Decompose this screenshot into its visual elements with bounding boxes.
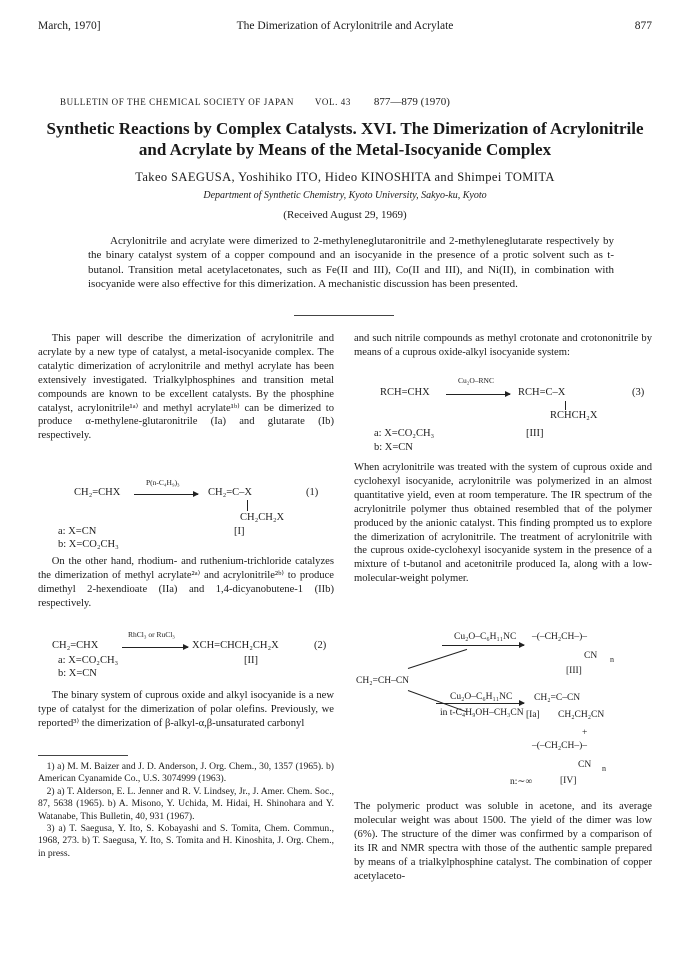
affiliation: Department of Synthetic Chemistry, Kyoto University, Sakyo-ku, Kyoto xyxy=(203,190,487,201)
eq2-arrow xyxy=(122,647,188,648)
left-column-para1 xyxy=(38,332,334,443)
left-column-para3 xyxy=(38,689,334,731)
scheme-top-n: n xyxy=(610,655,614,664)
eq1-bond xyxy=(247,500,248,511)
paragraph: and such nitrile compounds as methyl crotonate and crotononitrile by means of a cuprous oxide-alkyl isocyanide system: xyxy=(354,333,652,358)
eq1-variant-a: a: X=CN xyxy=(58,526,97,537)
eq3-product-bottom: RCHCH₂X xyxy=(550,410,598,421)
eq1-product-top: CH₂=C–X xyxy=(208,487,253,498)
eq1-number: (1) xyxy=(306,487,319,498)
section-divider xyxy=(294,315,394,316)
scheme-mid-label: [Ia] xyxy=(526,710,540,720)
right-column-para3 xyxy=(354,800,652,883)
header-date: March, 1970] xyxy=(38,20,101,32)
eq3-product-top: RCH=C–X xyxy=(518,387,566,398)
scheme-mid-catalyst: Cu₂O–C₆H₁₁NC xyxy=(450,692,513,702)
eq3-reactant: RCH=CHX xyxy=(380,387,430,398)
footnote-rule xyxy=(38,755,128,756)
equation-3 xyxy=(354,374,652,460)
scheme-top-label: [III] xyxy=(566,666,582,676)
eq3-catalyst: Cu₂O–RNC xyxy=(458,376,494,385)
received-date: (Received August 29, 1969) xyxy=(283,209,407,221)
eq3-variant-b: b: X=CN xyxy=(374,442,413,453)
journal-line xyxy=(60,96,640,108)
right-column-para1 xyxy=(354,332,652,360)
eq2-label: [II] xyxy=(244,655,258,666)
header-running-title: The Dimerization of Acrylonitrile and Acrylate xyxy=(236,20,454,32)
eq3-variant-a: a: X=CO₂CH₃ xyxy=(374,428,435,439)
scheme-mid-product-top: CH₂=C–CN xyxy=(534,693,581,703)
paragraph: When acrylonitrile was treated with the system of cuprous oxide and cyclohexyl isocyanide, acrylonitrile was polymerized in an almost quantitative yield, even at room temperature. The IR spectrum of the acrylonitrile polymer thus obtained resembled that of the polymer produced by the anionic catalyst. This finding prompted us to explore the dimerization of acrylonitrile. The treatment of acrylonitrile with the cuprous oxide-cyclohexyl isocyanide system in the presence of a mixture of t-butanol and acetonitrile produced Ia, along with a low-molecular-weight polymer. xyxy=(354,462,652,585)
right-column-para2 xyxy=(354,461,652,586)
eq2-reactant: CH₂=CHX xyxy=(52,640,99,651)
scheme-mid-arrow xyxy=(436,703,524,704)
eq1-arrow xyxy=(134,494,198,495)
eq2-variant-a: a: X=CO₂CH₃ xyxy=(58,655,119,666)
scheme-start: CH₂=CH–CN xyxy=(356,676,410,686)
scheme-bottom-cond: n:∼∞ xyxy=(510,777,533,787)
journal-volume: VOL. 43 xyxy=(314,97,352,107)
journal-name: BULLETIN OF THE CHEMICAL SOCIETY OF JAPAN xyxy=(60,97,294,107)
eq1-product-bottom: CH₂CH₂X xyxy=(240,512,285,523)
abstract: Acrylonitrile and acrylate were dimerized to 2-methyleneglutaronitrile and 2-methyleneglutarate respectively by the binary catalyst system of a copper compound and an isocyanide in the presence of a protic solvent such as t-butanol. Transition metal acetylacetonates, such as Fe(II and III), Co(II and III), and Ni(II), in combination with isocyanide were also effective for this dimerization. A mechanistic discussion has been presented. xyxy=(88,235,614,291)
eq3-bond xyxy=(565,401,566,410)
left-column-para2 xyxy=(38,555,334,611)
eq3-number: (3) xyxy=(632,387,645,398)
equation-1 xyxy=(38,478,334,550)
eq1-variant-b: b: X=CO₂CH₃ xyxy=(58,539,119,550)
scheme-bottom-unit: –(–CH₂CH–)– xyxy=(532,741,588,751)
eq2-number: (2) xyxy=(314,640,327,651)
footnote-2: 2) a) T. Alderson, E. L. Jenner and R. V. Lindsey, Jr., J. Amer. Chem. Soc., 87, 5638 (1965). b) A. Misono, Y. Uchida, M. Hidai, H. Shinohara and Y. Watanabe, This Bulletin, 40, 931 (1967). xyxy=(38,785,334,822)
scheme-bottom-cn: CN xyxy=(578,760,592,770)
scheme-top-cn: CN xyxy=(584,651,598,661)
eq2-product: XCH=CHCH₂CH₂X xyxy=(192,640,279,651)
eq2-variant-b: b: X=CN xyxy=(58,668,97,679)
paper-title: Synthetic Reactions by Complex Catalysts. XVI. The Dimerization of Acrylonitrile and Acrylate by Means of the Metal-Isocyanide Complex xyxy=(46,119,644,159)
scheme-top-arrow xyxy=(442,645,524,646)
paragraph: This paper will describe the dimerization of acrylonitrile and acrylate by a new type of catalyst, a metal-isocyanide complex. The catalytic dimerization of acrylonitrile and methyl acrylate has been extensively investigated. Trialkylphosphines and transition metal compounds are known to be excellent catalysts. By the phosphine catalyst, acrylonitrile¹ᵃ⁾ and methyl acrylate¹ᵇ⁾ can be dimerized to produce α-methylene-glutaronitrile (Ia) and glutarate (Ib) respectively. xyxy=(38,333,334,442)
scheme-branch-up xyxy=(408,649,467,669)
reaction-scheme xyxy=(354,628,652,794)
eq2-catalyst: RhCl₃ or RuCl₃ xyxy=(128,630,175,639)
header-page-number: 877 xyxy=(634,20,652,32)
scheme-bottom-n: n xyxy=(602,764,606,773)
eq3-label: [III] xyxy=(526,428,544,439)
scheme-top-unit: –(–CH₂CH–)– xyxy=(532,632,588,642)
paragraph: On the other hand, rhodium- and ruthenium-trichloride catalyzes the dimerization of methyl acrylate²ᵃ⁾ and acrylonitrile²ᵇ⁾ to produce dimethyl 2-hexendioate (IIa) and 1,4-dicyanobutene-1 (IIb) respectively. xyxy=(38,556,334,609)
paragraph: The binary system of cuprous oxide and alkyl isocyanide is a new type of catalyst for the dimerization of polar olefins. Previously, we reported³⁾ the dimerization of β-alkyl-α,β-unsaturated carbonyl xyxy=(38,690,334,729)
eq1-catalyst: P(n-C₄H₉)₃ xyxy=(146,478,180,487)
paragraph: The polymeric product was soluble in acetone, and its average molecular weight was about 1500. The yield of the dimer was low (6%). The structure of the dimer was confirmed by a comparison of its IR and NMR spectra with those of the authentic sample prepared by means of a trialkylphosphine catalyst. The combination of copper acetylaceto- xyxy=(354,801,652,882)
scheme-bottom-label: [IV] xyxy=(560,776,577,786)
scheme-mid-solvent: in t-C₄H₉OH–CH₃CN xyxy=(440,708,524,718)
eq1-reactant: CH₂=CHX xyxy=(74,487,121,498)
footnotes xyxy=(38,761,334,860)
scheme-plus: + xyxy=(582,728,588,738)
eq3-arrow xyxy=(446,394,510,395)
author-list: Takeo SAEGUSA, Yoshihiko ITO, Hideo KINOSHITA and Shimpei TOMITA xyxy=(135,170,555,184)
scheme-mid-product-bottom: CH₂CH₂CN xyxy=(558,710,605,720)
journal-pages: 877—879 (1970) xyxy=(373,96,450,108)
footnote-3: 3) a) T. Saegusa, Y. Ito, S. Kobayashi and S. Tomita, Chem. Commun., 1968, 273. b) T. Saegusa, Y. Ito, S. Tomita and H. Kinoshita, J. Org. Chem., in press. xyxy=(38,823,334,859)
equation-2 xyxy=(38,630,334,682)
eq1-label: [I] xyxy=(234,526,245,537)
scheme-top-catalyst: Cu₂O–C₆H₁₁NC xyxy=(454,632,517,642)
footnote-1: 1) a) M. M. Baizer and J. D. Anderson, J. Org. Chem., 30, 1357 (1965). b) American Cyanamide Co., U.S. 3074999 (1963). xyxy=(38,761,334,785)
